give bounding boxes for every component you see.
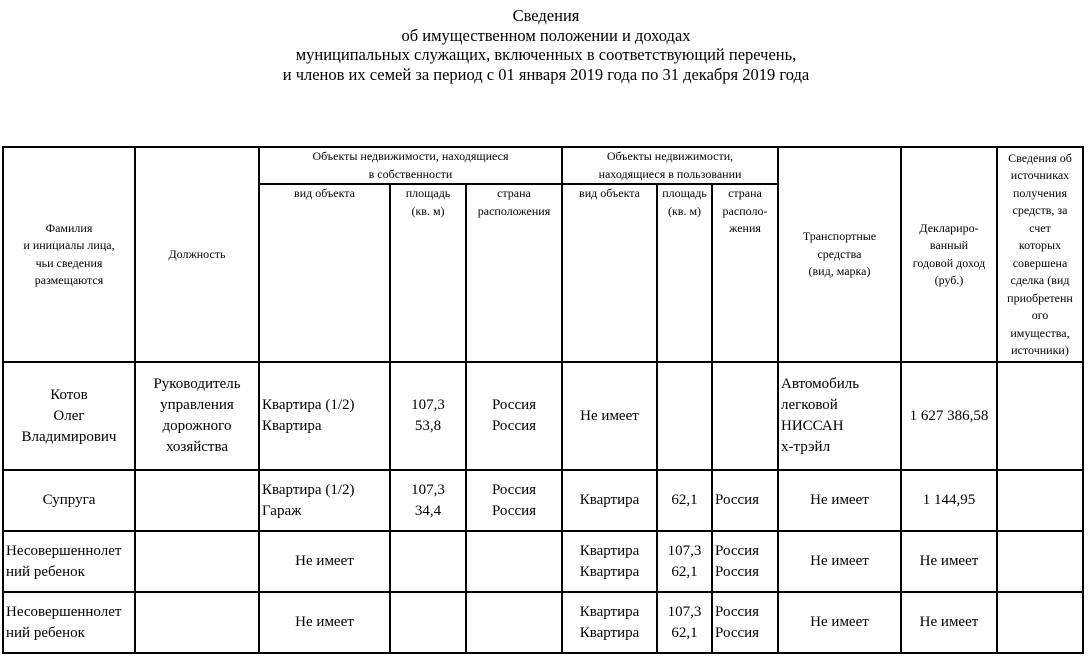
cell-used-country: [712, 531, 778, 592]
cell-text-line: управления: [160, 397, 234, 413]
cell-text-line: Не имеет: [810, 614, 869, 630]
cell-text-line: Квартира (1/2): [262, 481, 355, 498]
cell-text-line: Объекты недвижимости, находящиеся: [312, 149, 509, 163]
cell-name: [3, 531, 135, 592]
cell-text-line: 1 144,95: [922, 492, 976, 508]
header-name: [3, 147, 135, 362]
cell-text-line: Руководитель: [153, 376, 241, 392]
cell-transport: [778, 470, 901, 531]
cell-text-line: 1 627 386,58: [909, 407, 989, 424]
cell-name: [3, 362, 135, 470]
cell-owned-area: [390, 592, 466, 653]
cell-owned-type: [259, 531, 390, 592]
cell-text-line: сделка (вид: [1010, 273, 1070, 287]
cell-text-line: 62,1: [671, 624, 698, 641]
cell-used-area: [657, 592, 712, 653]
cell-text-line: Сведения об: [1008, 150, 1072, 165]
header-owned-type: [259, 184, 390, 362]
cell-text-line: Квартира: [262, 418, 322, 434]
cell-text-line: (кв. м): [411, 203, 445, 218]
cell-text-line: Россия: [715, 603, 760, 620]
header-position: [135, 147, 259, 362]
cell-text-line: Должность: [168, 246, 226, 261]
cell-text-line: 107,3: [411, 397, 445, 413]
cell-sources: [997, 470, 1083, 531]
cell-transport: [778, 531, 901, 592]
cell-used-area: [657, 531, 712, 592]
cell-income: [901, 531, 997, 592]
cell-text-line: Россия: [715, 492, 760, 508]
cell-text-line: ний ребенок: [6, 563, 85, 580]
cell-text-line: Не имеет: [810, 492, 869, 508]
cell-text-line: источники): [1011, 343, 1069, 357]
cell-text-line: Не имеет: [919, 553, 979, 569]
cell-text-line: (вид, марка): [808, 264, 871, 279]
cell-text-line: 107,3: [667, 542, 702, 559]
cell-owned-area: [390, 531, 466, 592]
cell-text-line: Квартира (1/2): [262, 397, 355, 413]
cell-income: [901, 470, 997, 531]
cell-text-line: Владимирович: [21, 428, 117, 445]
cell-text-line: дорожного: [162, 418, 232, 434]
cell-text-line: вид объекта: [579, 186, 640, 200]
cell-sources: [997, 592, 1083, 653]
cell-text-line: годовой доход: [912, 255, 986, 270]
cell-sources: [997, 362, 1083, 470]
cell-text-line: страна: [497, 186, 531, 200]
cell-used-type: [562, 592, 657, 653]
cell-text-line: Россия: [715, 542, 760, 559]
table-body: [3, 362, 1083, 653]
cell-text-line: Не имеет: [810, 553, 869, 569]
cell-text-line: Не имеет: [580, 407, 639, 424]
cell-text-line: находящиеся в пользовании: [598, 166, 742, 181]
cell-text-line: источниках: [1010, 168, 1070, 182]
cell-text-line: легковой: [781, 397, 838, 413]
table-row: [3, 592, 1083, 653]
header-used-area: [657, 184, 712, 362]
cell-owned-type: [259, 470, 390, 531]
cell-text-line: имущества,: [1010, 325, 1070, 340]
cell-text-line: хозяйства: [165, 439, 229, 455]
cell-text-line: средства: [817, 246, 862, 261]
cell-text-line: Россия: [491, 502, 537, 519]
cell-owned-type: [259, 362, 390, 470]
cell-transport: [778, 362, 901, 470]
cell-text-line: в собственности: [368, 166, 453, 181]
cell-text-line: Не имеет: [295, 553, 354, 569]
cell-text-line: 34,4: [414, 502, 442, 519]
cell-text-line: Олег: [53, 407, 85, 424]
cell-text-line: Несовершеннолет: [6, 542, 122, 559]
cell-text-line: располо-: [722, 203, 768, 218]
header-used-country: [712, 184, 778, 362]
header-income: [901, 147, 997, 362]
cell-text-line: страна: [728, 186, 762, 200]
cell-text-line: Квартира: [579, 603, 640, 620]
cell-owned-area: [390, 362, 466, 470]
cell-text-line: приобретенн: [1007, 290, 1073, 305]
cell-text-line: Россия: [715, 624, 760, 641]
cell-text-line: ого: [1031, 308, 1049, 322]
cell-used-country: [712, 470, 778, 531]
header-used-type: [562, 184, 657, 362]
declaration-table: [2, 146, 1084, 654]
cell-text-line: счет: [1029, 220, 1051, 235]
cell-used-country: [712, 592, 778, 653]
cell-text-line: НИССАН: [781, 418, 844, 434]
cell-used-area: [657, 362, 712, 470]
table-header: [3, 147, 1083, 362]
cell-used-area: [657, 470, 712, 531]
cell-text-line: Не имеет: [919, 614, 979, 630]
cell-text-line: вид объекта: [294, 186, 355, 200]
cell-text-line: размещаются: [34, 273, 104, 287]
cell-text-line: Квартира: [579, 542, 640, 559]
cell-owned-country: [466, 362, 562, 470]
cell-owned-area: [390, 470, 466, 531]
cell-position: [135, 592, 259, 653]
cell-text-line: получения: [1013, 185, 1067, 200]
cell-text-line: площадь: [405, 186, 451, 200]
header-owned-property: [259, 147, 562, 184]
cell-text-line: Квартира: [579, 492, 640, 508]
cell-text-line: Не имеет: [295, 614, 354, 630]
cell-text-line: Квартира: [579, 624, 640, 641]
cell-owned-country: [466, 531, 562, 592]
cell-text-line: Супруга: [42, 492, 96, 508]
cell-position: [135, 470, 259, 531]
table-row: [3, 531, 1083, 592]
cell-text-line: 107,3: [667, 603, 702, 620]
cell-text-line: 53,8: [414, 418, 442, 434]
cell-position: [135, 362, 259, 470]
cell-transport: [778, 592, 901, 653]
cell-owned-country: [466, 592, 562, 653]
cell-used-type: [562, 362, 657, 470]
cell-text-line: (кв. м): [667, 203, 702, 218]
cell-text-line: Россия: [491, 481, 537, 498]
cell-income: [901, 362, 997, 470]
cell-name: [3, 470, 135, 531]
cell-text-line: Деклариро-: [919, 220, 979, 235]
header-owned-country: [466, 184, 562, 362]
cell-text-line: Квартира: [579, 563, 640, 580]
table-row: [3, 362, 1083, 470]
cell-text-line: Автомобиль: [781, 376, 860, 392]
cell-text-line: 107,3: [411, 481, 445, 498]
title-line: об имущественном положении и доходах: [401, 25, 691, 45]
cell-used-country: [712, 362, 778, 470]
cell-used-type: [562, 470, 657, 531]
cell-text-line: ний ребенок: [6, 624, 85, 641]
cell-used-type: [562, 531, 657, 592]
cell-text-line: жения: [729, 221, 761, 235]
header-owned-area: [390, 184, 466, 362]
cell-sources: [997, 531, 1083, 592]
cell-text-line: 62,1: [671, 563, 698, 580]
title-line: муниципальных служащих, включенных в соответствующий перечень,: [295, 45, 797, 64]
cell-text-line: Транспортные: [802, 229, 877, 244]
cell-position: [135, 531, 259, 592]
table-row: [3, 470, 1083, 531]
cell-text-line: Россия: [715, 563, 760, 580]
cell-text-line: х-трэйл: [781, 439, 831, 455]
cell-text-line: Россия: [491, 397, 537, 413]
cell-name: [3, 592, 135, 653]
cell-text-line: Объекты недвижимости,: [606, 149, 734, 163]
document-title: [0, 6, 1092, 84]
cell-text-line: Несовершеннолет: [6, 603, 122, 620]
title-line: Сведения: [512, 6, 580, 25]
cell-income: [901, 592, 997, 653]
cell-text-line: Котов: [50, 386, 88, 403]
header-used-property: [562, 147, 778, 184]
cell-text-line: расположения: [477, 203, 551, 218]
cell-text-line: Россия: [491, 418, 537, 434]
cell-owned-country: [466, 470, 562, 531]
cell-text-line: совершена: [1012, 255, 1068, 270]
cell-text-line: (руб.): [934, 273, 964, 287]
cell-text-line: Гараж: [262, 502, 302, 519]
cell-text-line: ванный: [929, 238, 969, 252]
cell-owned-type: [259, 592, 390, 653]
cell-text-line: площадь: [662, 186, 707, 200]
title-line: и членов их семей за период с 01 января 2019 года по 31 декабря 2019 года: [282, 64, 810, 84]
header-sources: [997, 147, 1083, 362]
cell-text-line: Фамилия: [45, 220, 93, 235]
cell-text-line: средств, за: [1012, 203, 1068, 217]
cell-text-line: которых: [1018, 238, 1062, 252]
cell-text-line: и инициалы лица,: [23, 238, 115, 252]
cell-text-line: 62,1: [671, 492, 698, 508]
cell-text-line: чьи сведения: [35, 255, 103, 270]
header-transport: [778, 147, 901, 362]
